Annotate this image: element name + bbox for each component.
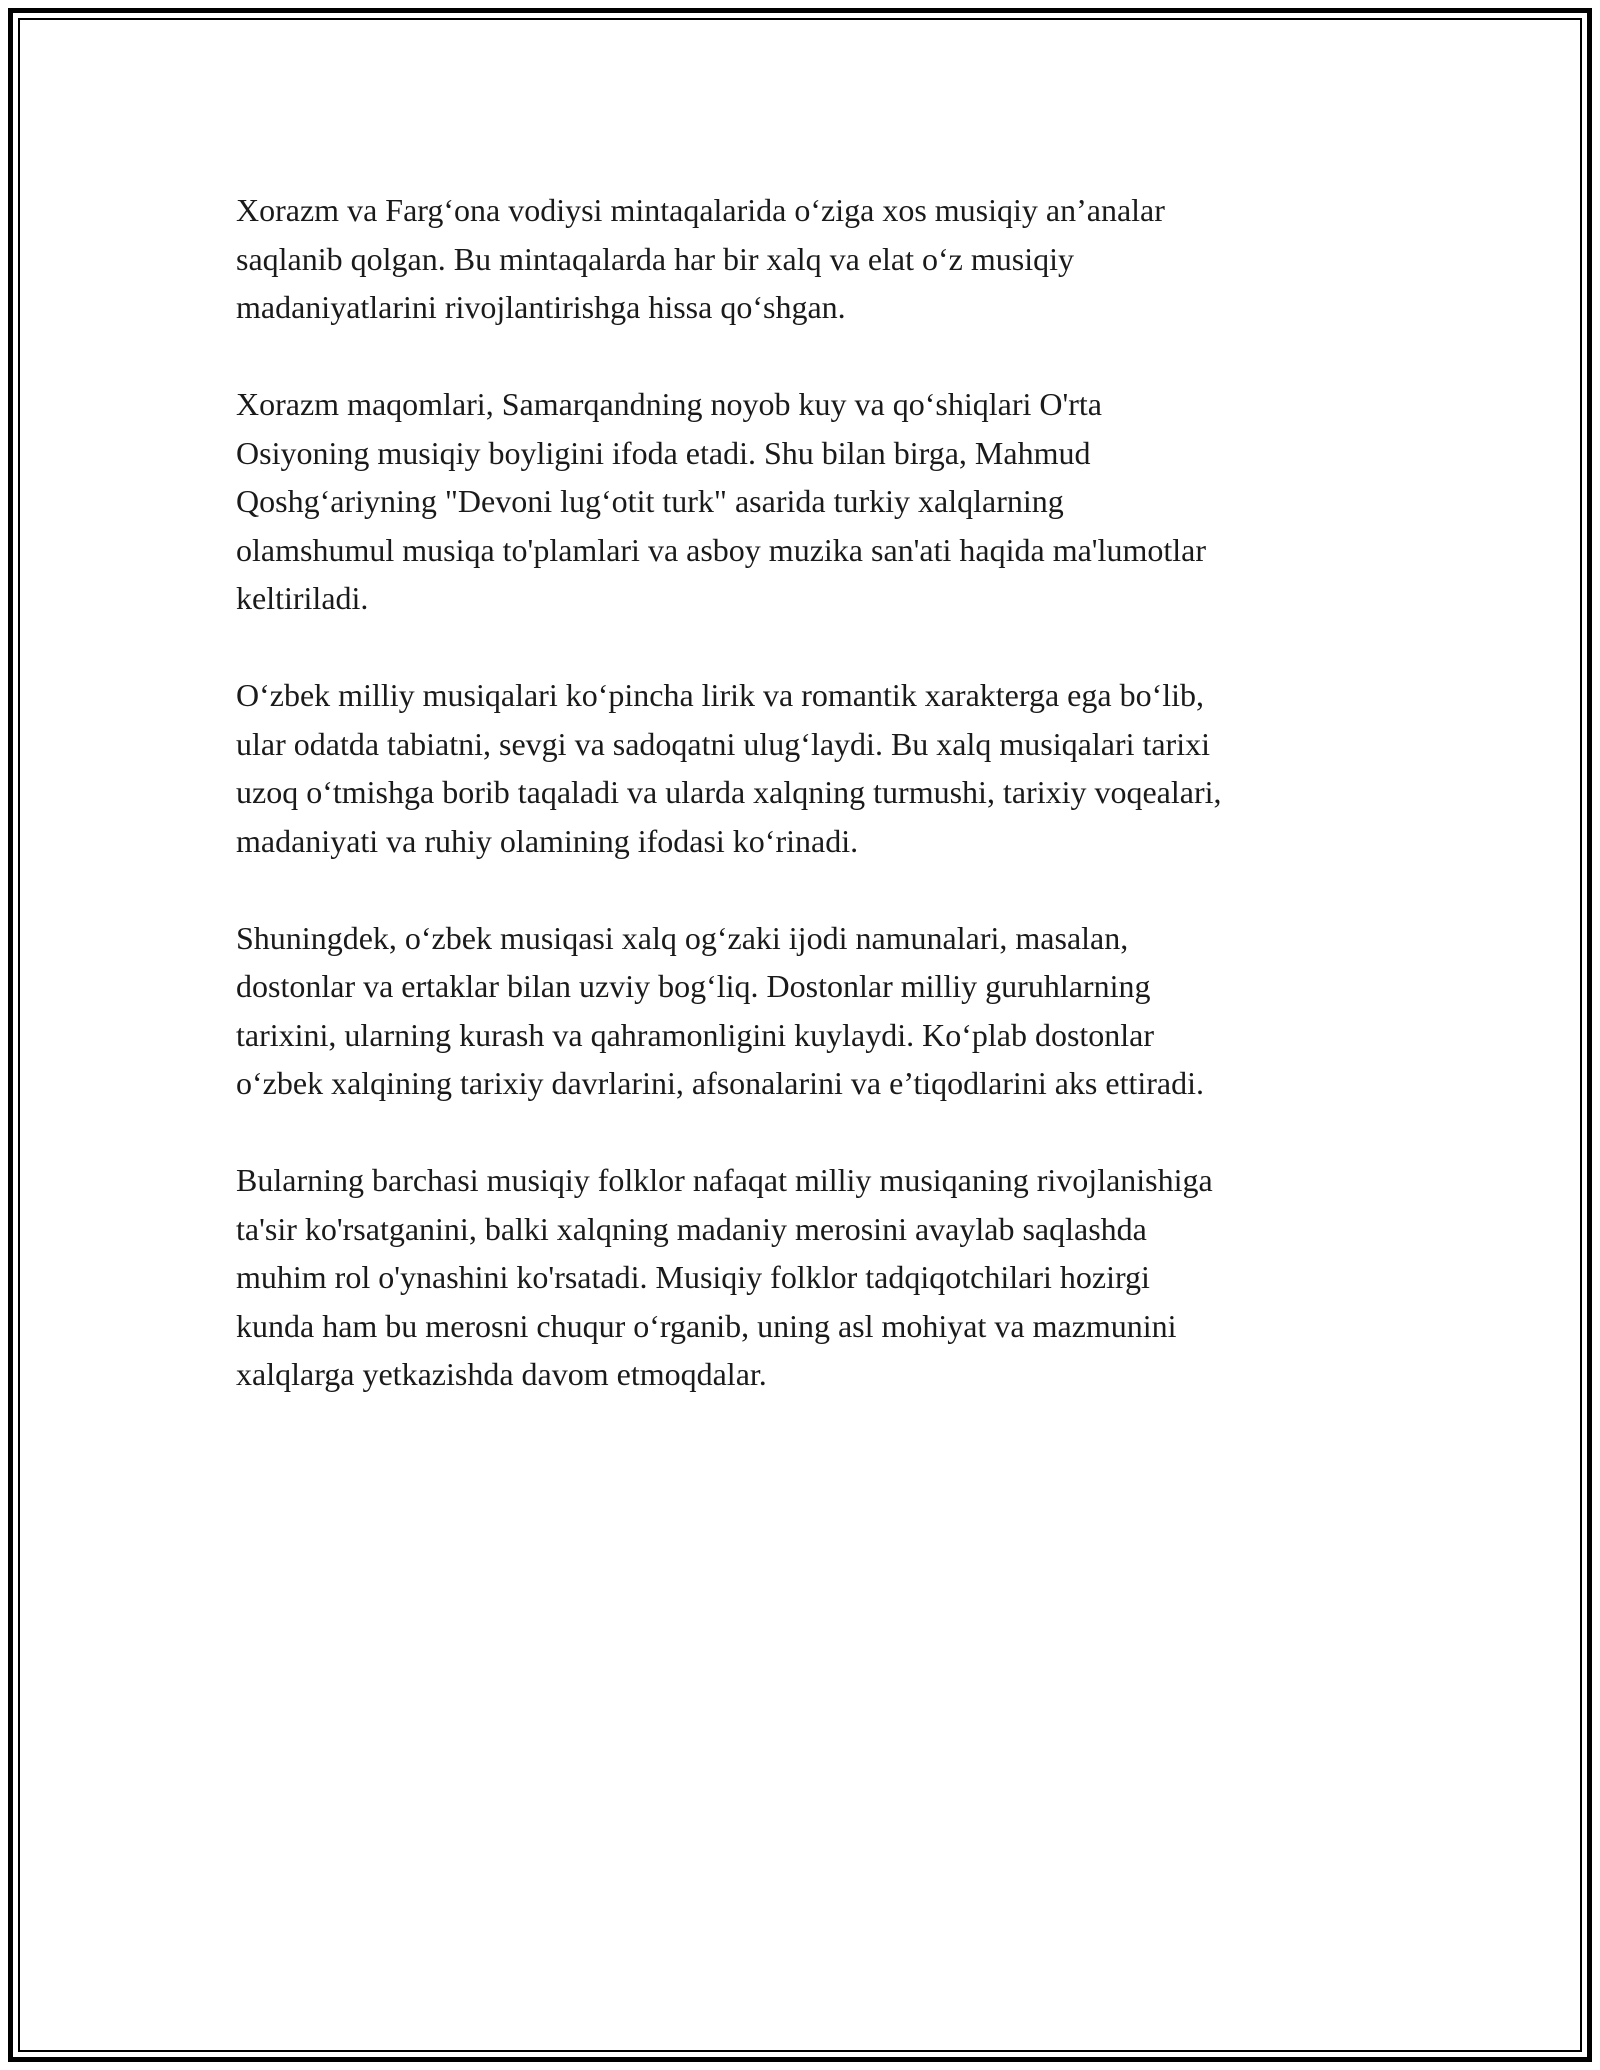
text-line: Xorazm va Farg‘ona vodiysi mintaqalarida o‘ziga xos musiqiy an’analar bbox=[236, 192, 1165, 228]
paragraph-4 bbox=[236, 914, 1376, 1108]
text-line: Osiyoning musiqiy boyligini ifoda etadi. Shu bilan birga, Mahmud bbox=[236, 434, 1091, 471]
paragraph-1 bbox=[236, 186, 1376, 332]
text-line: Qoshg‘ariyning "Devoni lug‘otit turk" asarida turkiy xalqlarning bbox=[236, 483, 1064, 519]
text-line: dostonlar va ertaklar bilan uzviy bog‘liq. Dostonlar milliy guruhlarning bbox=[236, 968, 1151, 1004]
text-line: uzoq o‘tmishga borib taqaladi va ularda xalqning turmushi, tarixiy voqealari, bbox=[236, 774, 1222, 810]
text-line: o‘zbek xalqining tarixiy davrlarini, afsonalarini va e’tiqodlarini aks ettiradi. bbox=[236, 1065, 1204, 1101]
text-line: Bularning barchasi musiqiy folklor nafaqat milliy musiqaning rivojlanishiga bbox=[236, 1162, 1213, 1198]
document-body bbox=[236, 186, 1376, 1447]
text-line: tarixini, ularning kurash va qahramonligini kuylaydi. Ko‘plab dostonlar bbox=[236, 1016, 1155, 1053]
text-line: kunda ham bu merosni chuqur o‘rganib, uning asl mohiyat va mazmunini bbox=[236, 1307, 1177, 1344]
text-line: ular odatda tabiatni, sevgi va sadoqatni ulug‘laydi. Bu xalq musiqalari tarixi bbox=[236, 725, 1210, 762]
text-line: muhim rol o'ynashini ko'rsatadi. Musiqiy folklor tadqiqotchilari hozirgi bbox=[236, 1259, 1150, 1295]
text-line: ta'sir ko'rsatganini, balki xalqning madaniy merosini avaylab saqlashda bbox=[236, 1210, 1147, 1247]
text-line: saqlanib qolgan. Bu mintaqalarda har bir xalq va elat o‘z musiqiy bbox=[236, 240, 1074, 277]
text-line: O‘zbek milliy musiqalari ko‘pincha lirik va romantik xarakterga ega bo‘lib, bbox=[236, 677, 1204, 713]
text-line: madaniyati va ruhiy olamining ifodasi ko‘rinadi. bbox=[236, 822, 859, 859]
text-line: Shuningdek, o‘zbek musiqasi xalq og‘zaki ijodi namunalari, masalan, bbox=[236, 919, 1129, 956]
paragraph-5 bbox=[236, 1156, 1376, 1399]
text-line: keltiriladi. bbox=[236, 580, 369, 616]
text-line: madaniyatlarini rivojlantirishga hissa qo‘shgan. bbox=[236, 289, 846, 325]
text-line: Xorazm maqomlari, Samarqandning noyob kuy va qo‘shiqlari O'rta bbox=[236, 386, 1102, 422]
text-line: olamshumul musiqa to'plamlari va asboy muzika san'ati haqida ma'lumotlar bbox=[236, 531, 1206, 568]
paragraph-2 bbox=[236, 380, 1376, 623]
text-line: xalqlarga yetkazishda davom etmoqdalar. bbox=[236, 1356, 767, 1392]
paragraph-3 bbox=[236, 671, 1376, 865]
